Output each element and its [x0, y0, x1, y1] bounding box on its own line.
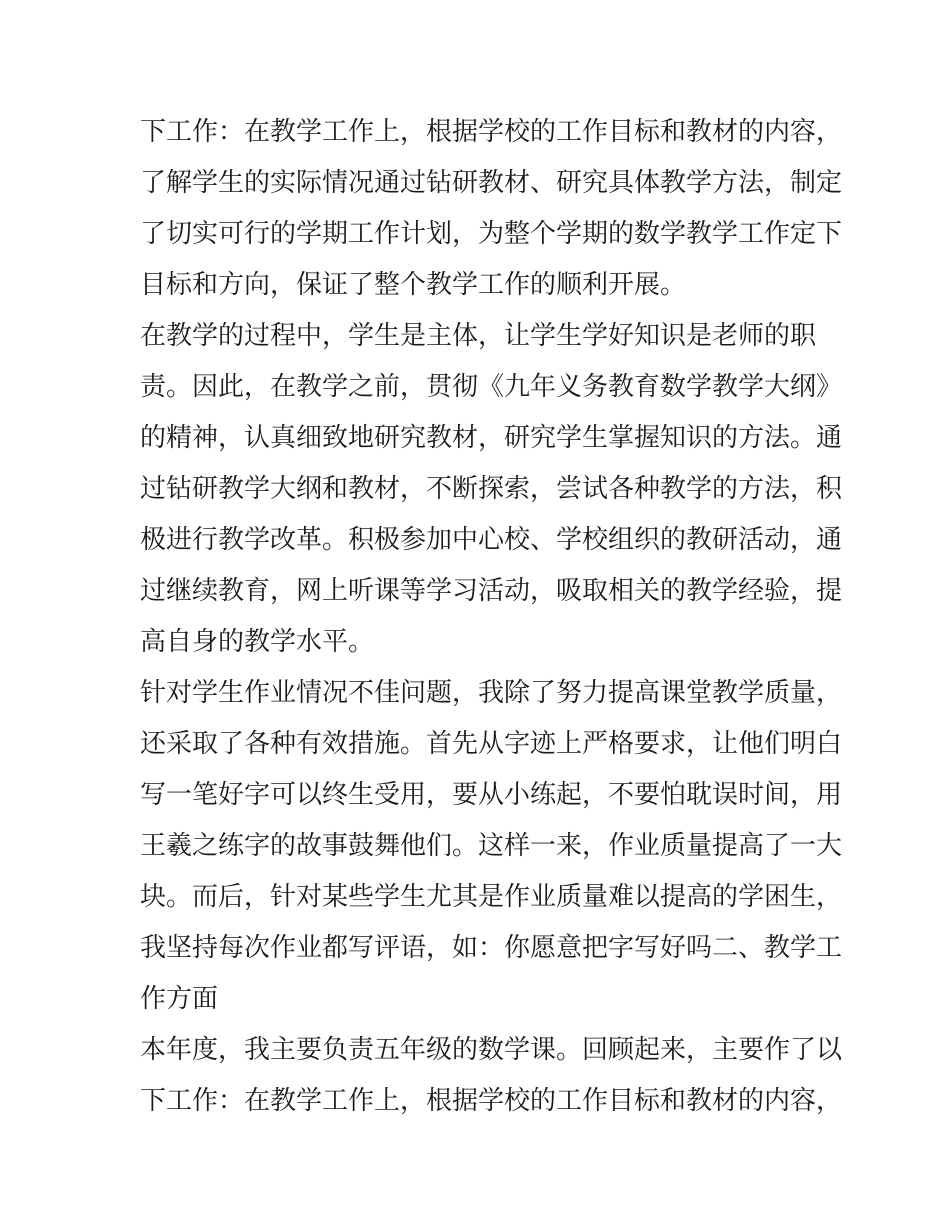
text-line: 了切实可行的学期工作计划，为整个学期的数学教学工作定下 [140, 219, 843, 249]
text-line: 作方面 [140, 984, 219, 1014]
text-line: 块。而后，针对某些学生尤其是作业质量难以提高的学困生， [140, 882, 843, 912]
text-line: 针对学生作业情况不佳问题，我除了努力提高课堂教学质量， [140, 678, 843, 708]
text-line: 极进行教学改革。积极参加中心校、学校组织的教研活动，通 [140, 525, 843, 555]
text-line: 还采取了各种有效措施。首先从字迹上严格要求，让他们明白 [140, 729, 843, 759]
text-line: 本年度，我主要负责五年级的数学课。回顾起来，主要作了以 [140, 1035, 843, 1065]
text-line: 责。因此，在教学之前，贯彻《九年义务教育数学教学大纲》 [140, 372, 843, 402]
text-line: 过继续教育，网上听课等学习活动，吸取相关的教学经验，提 [140, 576, 843, 606]
text-line: 我坚持每次作业都写评语，如：你愿意把字写好吗二、教学工 [140, 933, 843, 963]
text-line: 的精神，认真细致地研究教材，研究学生掌握知识的方法。通 [140, 423, 843, 453]
text-line: 过钻研教学大纲和教材，不断探索，尝试各种教学的方法，积 [140, 474, 843, 504]
text-line: 下工作：在教学工作上，根据学校的工作目标和教材的内容， [140, 1086, 843, 1116]
text-line: 下工作：在教学工作上，根据学校的工作目标和教材的内容， [140, 117, 843, 147]
text-line: 在教学的过程中，学生是主体，让学生学好知识是老师的职 [140, 321, 817, 351]
text-line: 写一笔好字可以终生受用，要从小练起，不要怕耽误时间，用 [140, 780, 843, 810]
body-text [140, 107, 843, 1127]
text-line: 目标和方向，保证了整个教学工作的顺利开展。 [140, 270, 687, 300]
text-line: 高自身的教学水平。 [140, 627, 375, 657]
text-line: 王羲之练字的故事鼓舞他们。这样一来，作业质量提高了一大 [140, 831, 843, 861]
text-line: 了解学生的实际情况通过钻研教材、研究具体教学方法，制定 [140, 168, 843, 198]
